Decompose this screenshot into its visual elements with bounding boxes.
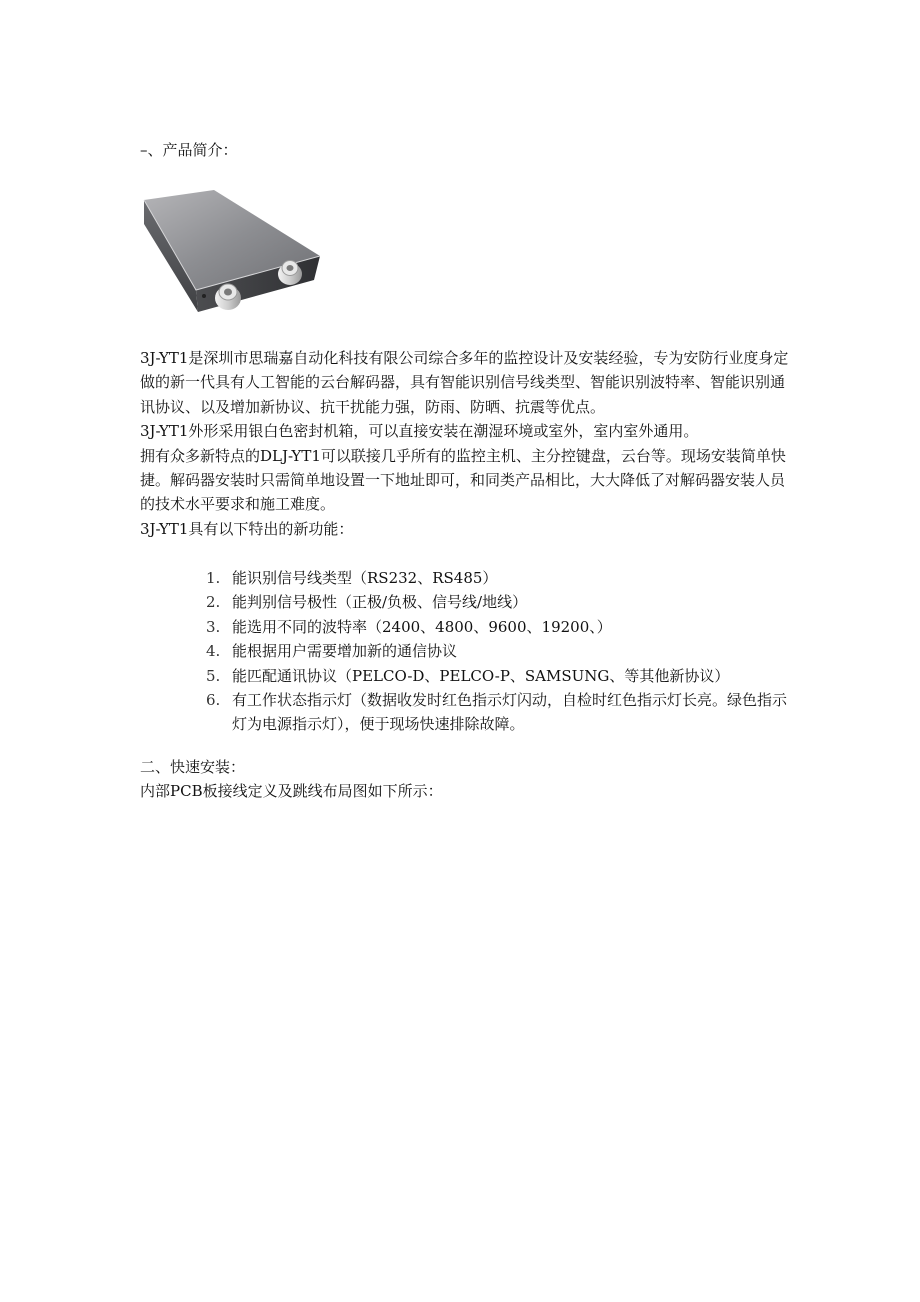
pcb-wiring-note: 内部PCB板接线定义及跳线布局图如下所示：: [140, 782, 443, 800]
decoder-box-image: [138, 186, 328, 324]
product-description: [140, 346, 790, 541]
feature-text: 能匹配通讯协议（PELCO-D、PELCO-P、SAMSUNG、等其他新协议）: [232, 666, 730, 685]
intro-paragraph-4: 3J-YT1具有以下特出的新功能：: [140, 519, 354, 538]
feature-text: 能判别信号极性（正极/负极、信号线/地线）: [232, 593, 528, 612]
feature-number: 3.: [206, 617, 221, 636]
intro-paragraph-3: 拥有众多新特点的DLJ-YT1可以联接几乎所有的监控主机、主分控键盘，云台等。现场安装简单快捷。解码器安装时只需简单地设置一下地址即可，和同类产品相比，大大降低了对解码器安装人员的技术水平要求和施工难度。: [140, 446, 786, 514]
feature-item: [200, 688, 790, 737]
feature-text: 能根据用户需要增加新的通信协议: [232, 642, 458, 661]
feature-number: 4.: [206, 642, 221, 661]
feature-item: [200, 615, 790, 639]
feature-text: 能识别信号线类型（RS232、RS485）: [232, 569, 498, 587]
feature-text: 有工作状态指示灯（数据收发时红色指示灯闪动，自检时红色指示灯长亮。绿色指示灯为电源指示灯），便于现场快速排除故障。: [232, 691, 788, 734]
feature-number: 5.: [206, 666, 221, 685]
feature-item: [200, 664, 790, 688]
feature-number: 2.: [206, 593, 221, 612]
feature-number: 6.: [206, 691, 221, 710]
section-heading-product-intro: –、产品简介：: [140, 141, 238, 159]
intro-paragraph-1: 3J-YT1是深圳市思瑞嘉自动化科技有限公司综合多年的监控设计及安装经验，专为安防行业度身定做的新一代具有人工智能的云台解码器，具有智能识别信号线类型、智能识别波特率、智能识别通讯协议、以及增加新协议、抗干扰能力强，防雨、防晒、抗震等优点。: [140, 349, 789, 416]
section-heading-quick-install: 二、快速安装：: [140, 758, 246, 776]
feature-item: [200, 566, 790, 590]
feature-text: 能选用不同的波特率（2400、4800、9600、19200、）: [232, 617, 612, 636]
intro-paragraph-2: 3J-YT1外形采用银白色密封机箱，可以直接安装在潮湿环境或室外，室内室外通用。: [140, 422, 699, 441]
feature-item: [200, 639, 790, 663]
feature-item: [200, 590, 790, 614]
feature-number: 1.: [206, 569, 221, 587]
feature-list: [200, 566, 790, 737]
